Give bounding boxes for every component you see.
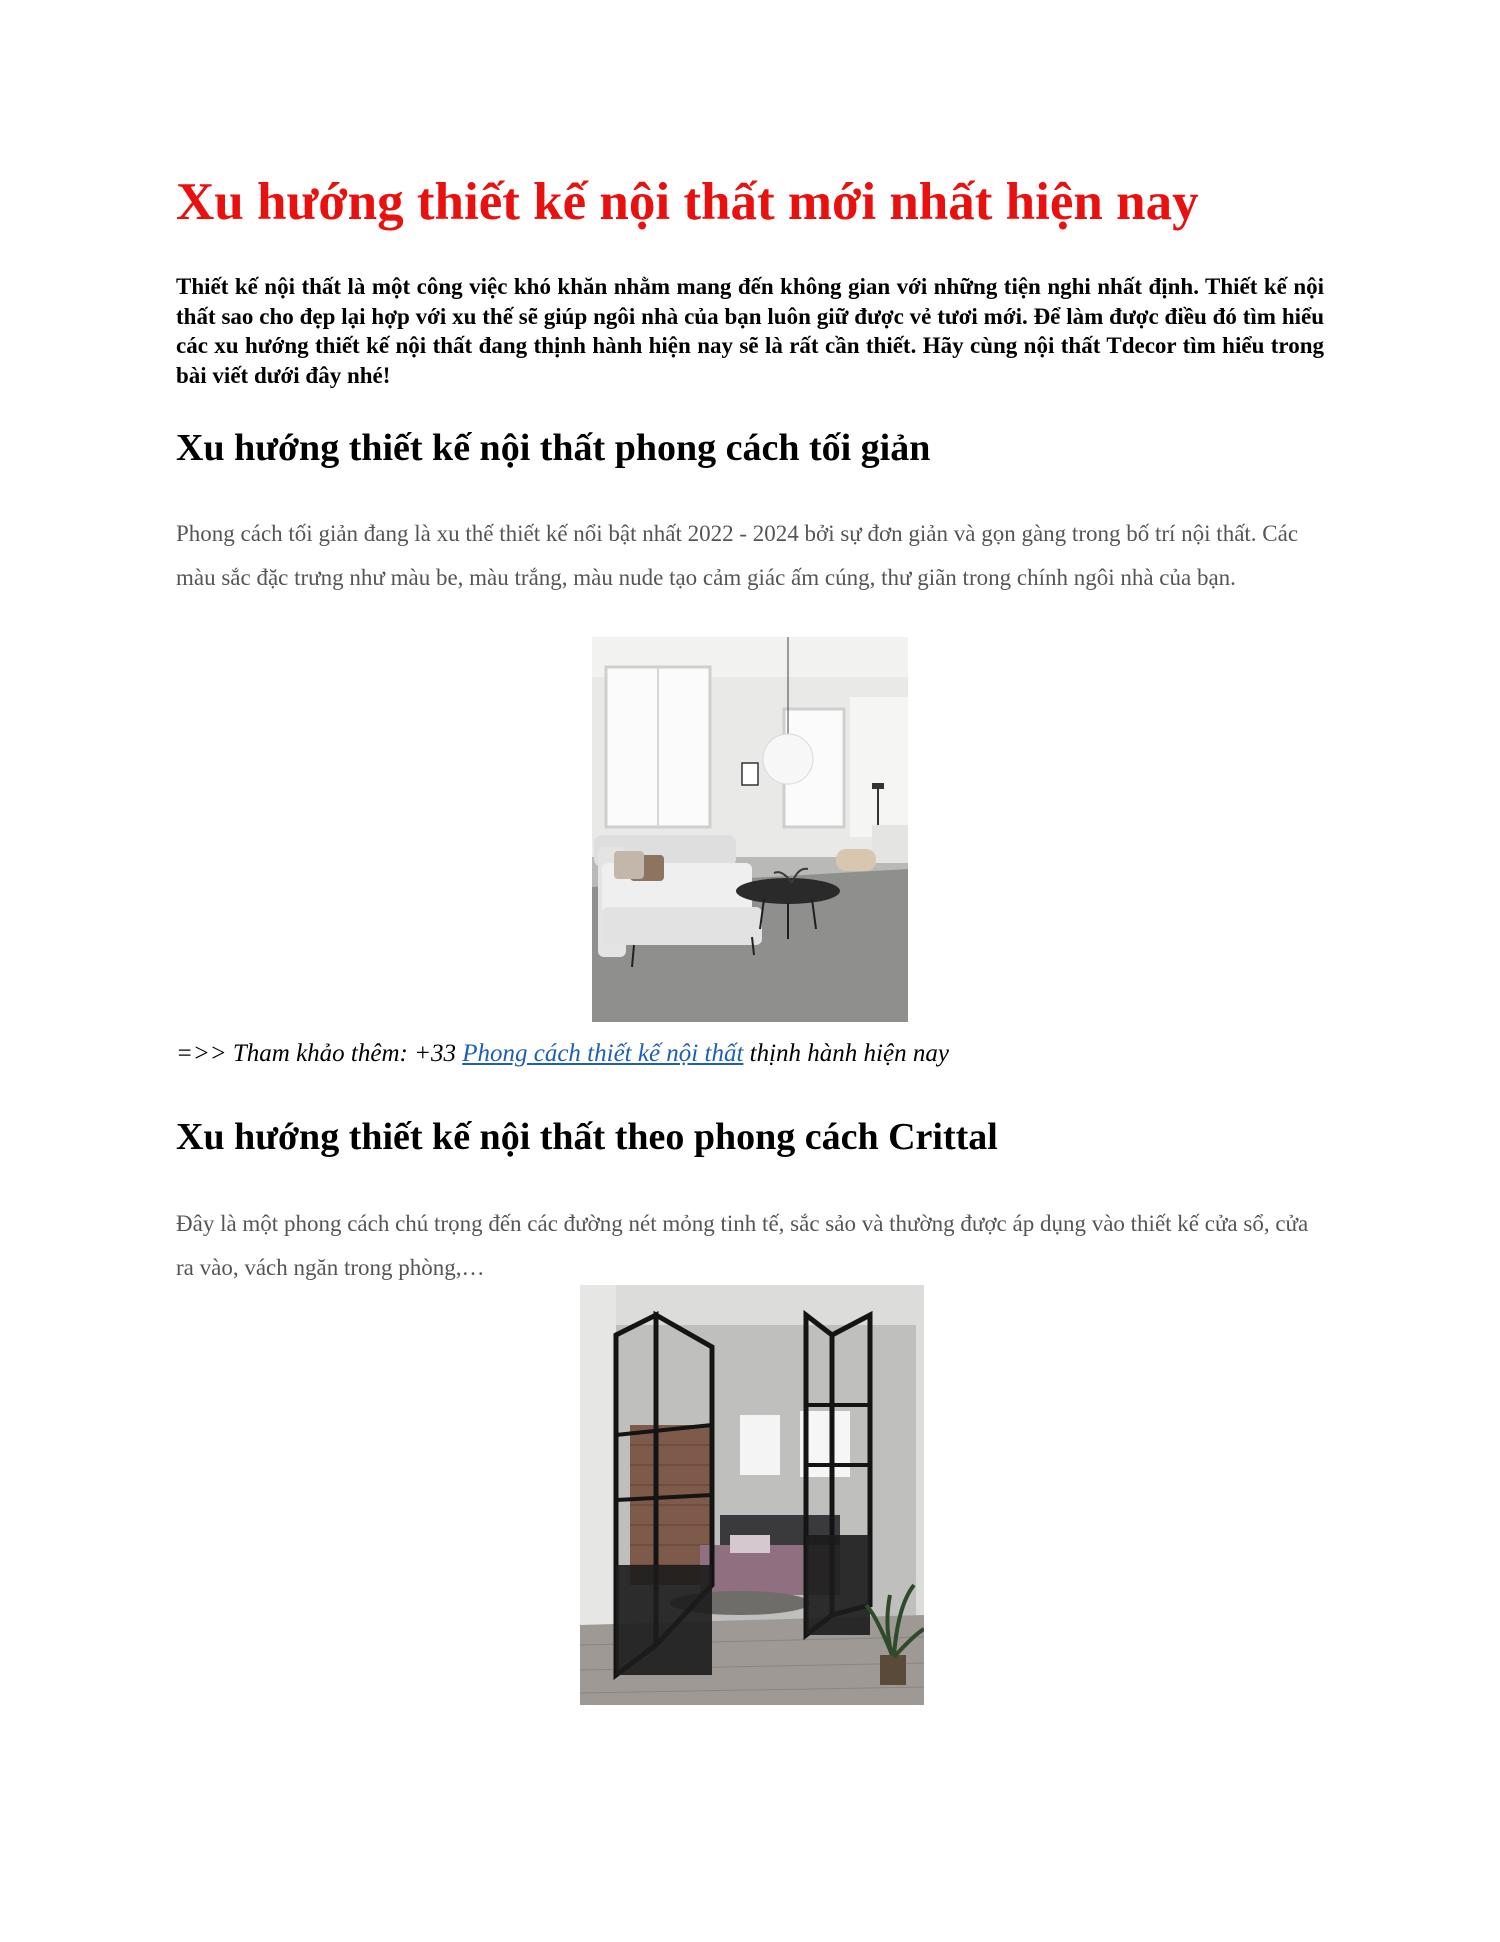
article-title: Xu hướng thiết kế nội thất mới nhất hiện nay xyxy=(176,173,1199,231)
reference-suffix: thịnh hành hiện nay xyxy=(743,1040,949,1067)
interior-styles-link[interactable]: Phong cách thiết kế nội thất xyxy=(462,1040,744,1067)
section-paragraph-crittal: Đây là một phong cách chú trọng đến các đường nét mỏng tinh tế, sắc sảo và thường được áp dụng vào thiết kế cửa sổ, cửa ra vào, vách ngăn trong phòng,… xyxy=(176,1211,1309,1280)
reference-line xyxy=(176,1040,949,1068)
intro-paragraph: Thiết kế nội thất là một công việc khó khăn nhằm mang đến không gian với những tiện nghi nhất định. Thiết kế nội thất sao cho đẹp lại hợp với xu thế sẽ giúp ngôi nhà của bạn luôn giữ được vẻ tươi mới. Để làm được điều đó tìm hiểu các xu hướng thiết kế nội thất đang thịnh hành hiện nay sẽ là rất cần thiết. Hãy cùng nội thất Tdecor tìm hiểu trong bài viết dưới đây nhé! xyxy=(176,274,1324,388)
reference-prefix: =>> Tham khảo thêm: +33 xyxy=(176,1040,463,1067)
minimalist-living-room-image xyxy=(592,637,908,1022)
section-paragraph-minimalist: Phong cách tối giản đang là xu thế thiết kế nổi bật nhất 2022 - 2024 bởi sự đơn giản và gọn gàng trong bố trí nội thất. Các màu sắc đặc trưng như màu be, màu trắng, màu nude tạo cảm giác ấm cúng, thư giãn trong chính ngôi nhà của bạn. xyxy=(176,521,1299,590)
section-heading-minimalist: Xu hướng thiết kế nội thất phong cách tối giản xyxy=(176,427,931,469)
section-heading-crittal: Xu hướng thiết kế nội thất theo phong cách Crittal xyxy=(176,1116,998,1158)
crittal-doors-image xyxy=(580,1285,924,1705)
